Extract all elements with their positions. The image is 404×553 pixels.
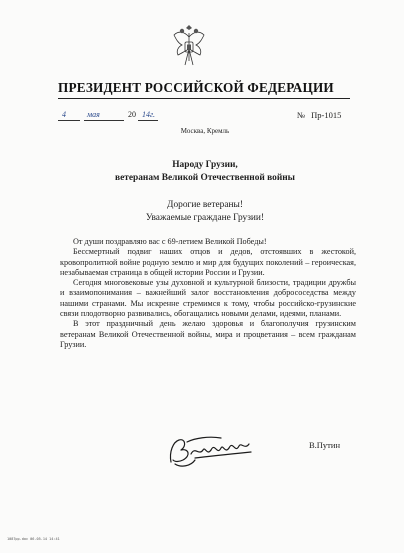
salutation: [80, 199, 330, 224]
place-of-issue: Москва, Кремль: [180, 127, 230, 135]
number-value: Пр-1015: [311, 110, 342, 120]
date-year-prefix: 20: [128, 110, 136, 119]
addressee: [80, 159, 330, 185]
addressee-line-2: ветеранам Великой Отечественной войны: [115, 173, 295, 183]
addressee-line-1: Народу Грузии,: [172, 160, 238, 170]
salutation-line-1: Дорогие ветераны!: [167, 200, 243, 210]
signer-name: В.Путин: [309, 440, 340, 450]
salutation-line-2: Уважаемые граждане Грузии!: [145, 212, 265, 223]
date-month-line: [84, 120, 124, 121]
body-paragraph: От души поздравляю вас с 69-летием Великой Победы!: [73, 237, 267, 246]
number-sign: №: [297, 110, 306, 120]
double-headed-eagle-icon: [170, 25, 208, 69]
body-paragraph: В этот праздничный день желаю здоровья и благополучия грузинским ветеранам Великой Отечественной войны, мира и процветания – всем гражданам Грузии.: [60, 319, 356, 349]
body-paragraph: Бессмертный подвиг наших отцов и дедов, отстоявших в жестокой, кровопролитной войне родную землю и мир для будущих поколений – героическая, незабываемая страница в общей истории России и Грузии.: [60, 247, 356, 277]
page-title: ПРЕЗИДЕНТ РОССИЙСКОЙ ФЕДЕРАЦИИ: [58, 80, 334, 95]
date-month: мая: [87, 110, 100, 119]
date-year-line: [138, 120, 158, 121]
handwritten-signature: [165, 432, 257, 472]
date-year-suffix: 14г.: [142, 110, 156, 119]
letter-body: [60, 237, 356, 350]
file-code: 1087pp.doc 06.05.14 14:41: [7, 537, 60, 541]
date-day-line: [58, 120, 80, 121]
document-number: [297, 110, 367, 120]
header-divider: [58, 98, 350, 99]
date-day: 4: [62, 110, 66, 119]
body-paragraph: Сегодня многовековые узы духовной и культурной близости, традиции дружбы и взаимопонимания – важнейший залог восстановления добрососедства между нашими странами. Мы искренне стремимся к тому, чтобы российско-грузинские связи плодотворно развивались, обогащались новыми делами, идеями, планами.: [60, 278, 356, 319]
